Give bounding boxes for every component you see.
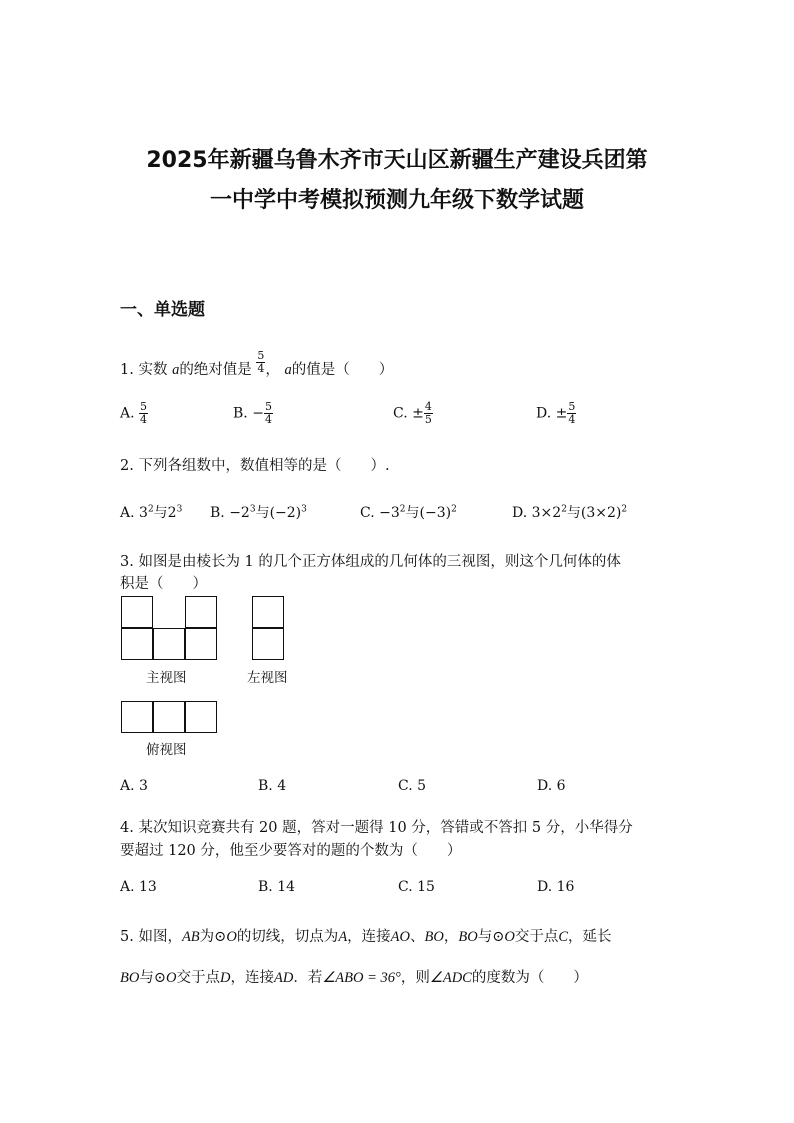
question-4-stem-line-2: 要超过 120 分，他至少要答对的题的个数为（ ） <box>120 843 462 859</box>
front-view-cell <box>121 596 153 628</box>
front-view-cell <box>185 628 217 660</box>
question-3-option-b[interactable]: B. 4 <box>258 778 287 794</box>
circle-dot-symbol: ⊙ <box>214 929 227 945</box>
left-view-caption: 左视图 <box>247 670 288 686</box>
question-1-option-b[interactable]: B. − $\frac{5}{4}$ <box>233 400 272 426</box>
question-3-option-a[interactable]: A. 3 <box>120 778 148 794</box>
question-4-option-b[interactable]: B. 14 <box>258 879 296 895</box>
left-view-figure <box>252 596 286 662</box>
left-view-cell <box>252 596 284 628</box>
top-view-cell <box>185 701 217 733</box>
question-3-option-d[interactable]: D. 6 <box>537 778 566 794</box>
question-5-stem-line-2: BO与⊙O交于点D，连接AD．若∠ABO = 36°，则∠ADC的度数为（ ） <box>120 970 588 986</box>
top-view-cell <box>121 701 153 733</box>
question-3-stem-line-2: 积是（ ） <box>120 576 207 592</box>
question-4-option-a[interactable]: A. 13 <box>120 879 157 895</box>
question-2-stem: 2. 下列各组数中，数值相等的是（ ）. <box>120 458 390 474</box>
document-title-line-2: 一中学中考模拟预测九年级下数学试题 <box>209 188 584 213</box>
question-4-option-d[interactable]: D. 16 <box>537 879 575 895</box>
question-1-option-a[interactable]: A. $\frac{5}{4}$ <box>120 400 148 426</box>
circle-dot-symbol: ⊙ <box>492 929 505 945</box>
circle-dot-symbol: ⊙ <box>153 970 166 986</box>
front-view-figure <box>121 596 219 662</box>
front-view-caption: 主视图 <box>146 670 187 686</box>
question-5-stem-line-1: 5. 如图，AB为⊙O的切线，切点为A，连接AO、BO，BO与⊙O交于点C，延长 <box>120 929 612 945</box>
front-view-cell <box>121 628 153 660</box>
question-3-option-c[interactable]: C. 5 <box>398 778 427 794</box>
question-1-option-d[interactable]: D. ± $\frac{5}{4}$ <box>536 400 576 426</box>
document-title-line-1: 2025年新疆乌鲁木齐市天山区新疆生产建设兵团第 <box>146 148 648 173</box>
question-4-stem-line-1: 4. 某次知识竞赛共有 20 题，答对一题得 10 分，答错或不答扣 5 分，小华得分 <box>120 820 633 836</box>
question-2-option-a[interactable]: A. $3^2$与$2^3$ <box>120 504 183 521</box>
question-2-option-c[interactable]: C. $-3^2$与$(-3)^2$ <box>360 504 457 521</box>
question-4-option-c[interactable]: C. 15 <box>398 879 435 895</box>
question-1-stem: 1. 实数 a的绝对值是 $\frac{5}{4}$ ， a的值是（ ） <box>120 349 394 378</box>
front-view-cell <box>153 628 185 660</box>
question-2-option-d[interactable]: D. $3\times 2^2$与$(3\times 2)^2$ <box>512 504 628 521</box>
front-view-cell <box>185 596 217 628</box>
left-view-cell <box>252 628 284 660</box>
question-2-option-b[interactable]: B. $-2^3$与$(-2)^3$ <box>210 504 307 521</box>
top-view-cell <box>153 701 185 733</box>
top-view-caption: 俯视图 <box>146 742 187 758</box>
top-view-figure <box>121 701 219 735</box>
section-heading-single-choice: 一、单选题 <box>120 300 205 320</box>
question-1-option-c[interactable]: C. ± $\frac{4}{5}$ <box>393 400 432 426</box>
question-3-stem-line-1: 3. 如图是由棱长为 1 的几个正方体组成的几何体的三视图，则这个几何体的体 <box>120 554 621 570</box>
